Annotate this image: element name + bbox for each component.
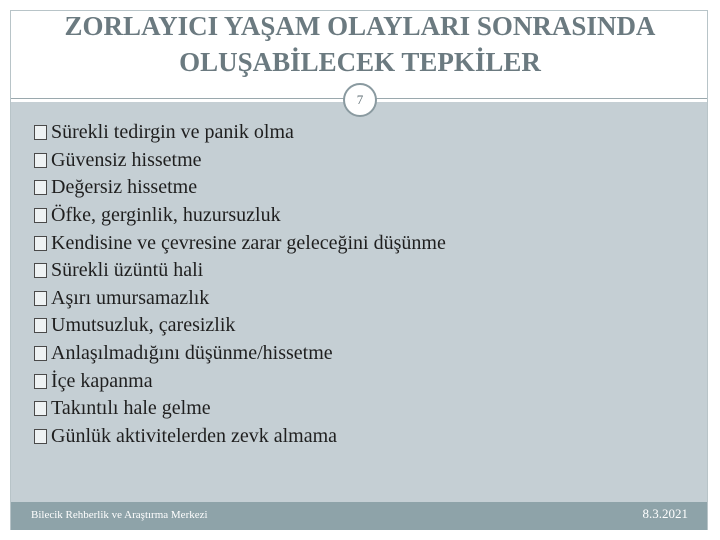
bullet-box-icon: [34, 125, 47, 140]
bullet-box-icon: [34, 291, 47, 306]
list-item: [34, 174, 446, 202]
list-item-text: Aşırı umursamazlık: [51, 286, 210, 309]
footer-organization: Bilecik Rehberlik ve Araştırma Merkezi: [31, 509, 208, 521]
bullet-box-icon: [34, 208, 47, 223]
list-item: [34, 285, 446, 313]
bullet-box-icon: [34, 429, 47, 444]
list-item: [34, 119, 446, 147]
slide-title: [0, 8, 720, 80]
list-item-text: Takıntılı hale gelme: [51, 397, 211, 420]
list-item: [34, 423, 446, 451]
bullet-list: [34, 119, 446, 450]
slide-number-badge: 7: [343, 83, 377, 117]
footer-date: 8.3.2021: [642, 506, 688, 521]
list-item-text: Öfke, gerginlik, huzursuzluk: [51, 204, 281, 227]
bullet-box-icon: [34, 180, 47, 195]
bullet-box-icon: [34, 346, 47, 361]
list-item-text: Sürekli üzüntü hali: [51, 259, 204, 282]
list-item: [34, 367, 446, 395]
slide-title-line-1: ZORLAYICI YAŞAM OLAYLARI SONRASINDA: [64, 11, 656, 41]
bullet-box-icon: [34, 153, 47, 168]
list-item: [34, 395, 446, 423]
bullet-box-icon: [34, 374, 47, 389]
list-item-text: İçe kapanma: [51, 369, 153, 392]
list-item-text: Güvensiz hissetme: [51, 148, 202, 171]
bullet-box-icon: [34, 318, 47, 333]
list-item: [34, 340, 446, 368]
list-item: [34, 312, 446, 340]
list-item: [34, 147, 446, 175]
slide-title-line-2: OLUŞABİLECEK TEPKİLER: [179, 47, 541, 77]
bullet-box-icon: [34, 263, 47, 278]
list-item-text: Umutsuzluk, çaresizlik: [51, 314, 236, 337]
list-item-text: Sürekli tedirgin ve panik olma: [51, 121, 294, 144]
list-item: [34, 229, 446, 257]
list-item-text: Anlaşılmadığını düşünme/hissetme: [51, 342, 333, 365]
list-item: [34, 257, 446, 285]
bullet-box-icon: [34, 401, 47, 416]
list-item-text: Kendisine ve çevresine zarar geleceğini düşünme: [51, 231, 446, 254]
list-item: [34, 202, 446, 230]
list-item-text: Günlük aktivitelerden zevk almama: [51, 424, 338, 447]
list-item-text: Değersiz hissetme: [51, 176, 198, 199]
bullet-box-icon: [34, 236, 47, 251]
